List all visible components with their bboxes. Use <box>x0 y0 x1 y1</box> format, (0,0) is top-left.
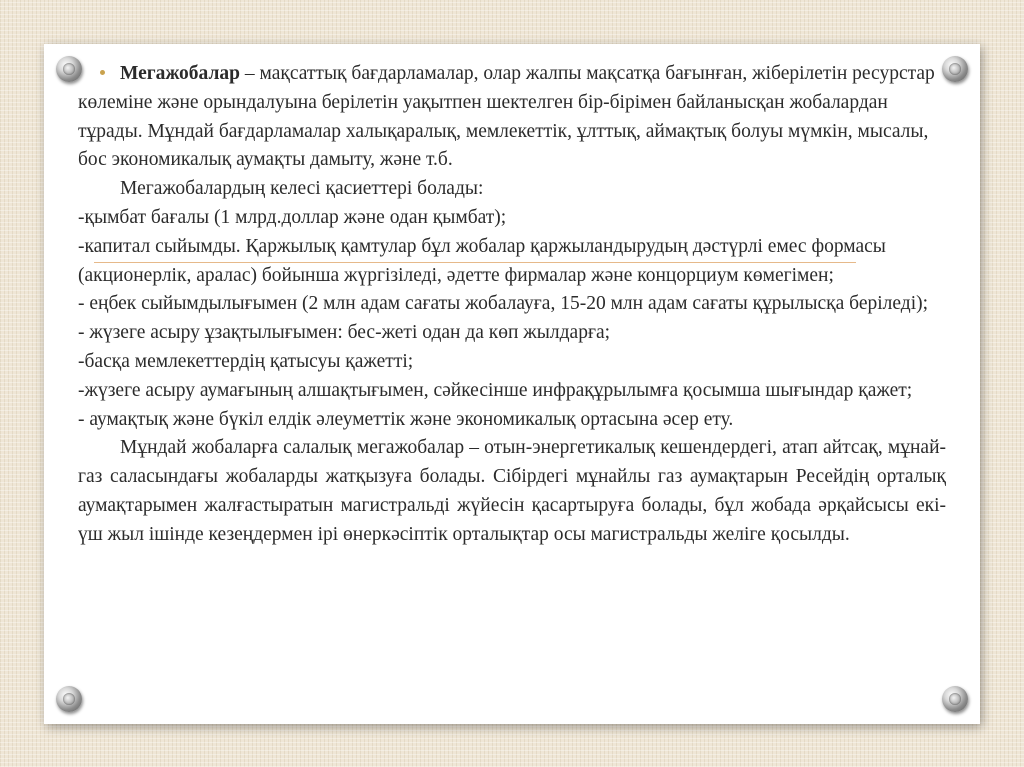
property-item: -капитал сыйымды. Қаржылық қамтулар бұл жобалар қаржыландырудың дәстүрлі емес формасы (акционерлік, аралас) бойынша жүргізіледі, әдетте фирмалар және концорциум көмегімен; <box>78 235 886 286</box>
property-item: - аумақтық және бүкіл елдік әлеуметтік және экономикалық ортасына әсер ету. <box>78 408 734 430</box>
closing-paragraph: Мұндай жобаларға салалық мегажобалар – отын-энергетикалық кешендердегі, атап айтсақ, мұнай-газ саласындағы жобаларды жатқызуға болады. Сібірдегі мұнайлы газ аумақтарын Ресейдің орталық аумақтарымен жалғастыратын магистральді жүйесін қасартыруға болады, бұл жобада әрқайсысы екі-үш жыл ішінде кезеңдермен ірі өнеркәсіптік орталықтар осы магистральды желіге қосылды. <box>78 437 946 545</box>
intro-paragraph <box>78 60 946 175</box>
lead-term: Мегажобалар <box>120 63 241 84</box>
property-item: - еңбек сыйымдылығымен (2 млн адам сағаты жобалауға, 15-20 млн адам сағаты құрылысқа беріледі); <box>78 293 929 315</box>
property-item: -жүзеге асыру аумағының алшақтығымен, сәйкесінше инфрақұрылымға қосымша шығындар қажет; <box>78 379 913 401</box>
lead-definition: – мақсаттық бағдарламалар, олар жалпы мақсатқа бағынған, жіберілетін ресурстар көлеміне және орындалуына берілетін уақытпен шектелген бір-бірімен байланысқан жобалардан тұрады. Мұндай бағдарламалар халықаралық, мемлекеттік, ұлттық, аймақтық болуы мүмкін, мысалы, бос экономикалық аумақты дамыту, және т.б. <box>78 63 935 171</box>
pushpin-icon <box>942 686 968 712</box>
slide-paper <box>44 44 980 724</box>
property-item: - жүзеге асыру ұзақтылығымен: бес-жеті одан да көп жылдарға; <box>78 322 611 344</box>
property-item: -қымбат бағалы (1 млрд.доллар және одан қымбат); <box>78 206 507 228</box>
property-item: -басқа мемлекеттердің қатысуы қажетті; <box>78 350 414 372</box>
pushpin-icon <box>56 686 82 712</box>
slide-body <box>78 60 946 550</box>
properties-intro: Мегажобалардың келесі қасиеттері болады: <box>120 178 484 200</box>
